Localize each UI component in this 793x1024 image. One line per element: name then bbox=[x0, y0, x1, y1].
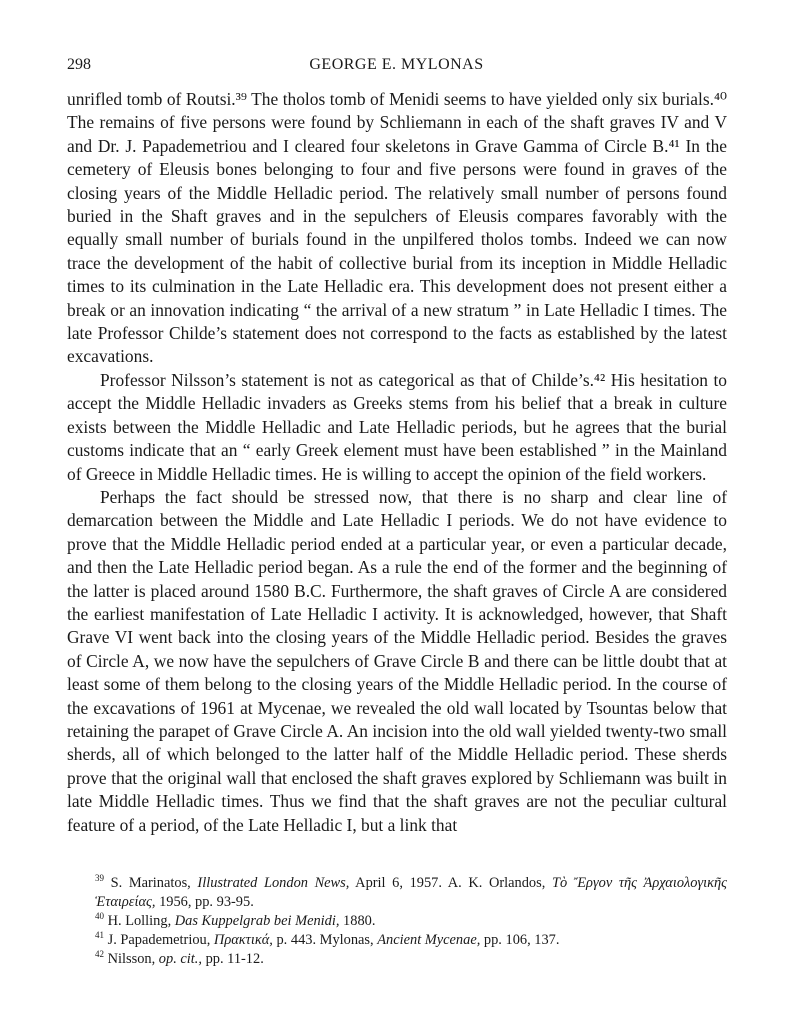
footnote: $^{40}$ H. Lolling, Das Kuppelgrab bei Menidi, 1880. bbox=[95, 911, 376, 929]
footnote-number: 42 bbox=[95, 949, 104, 959]
paragraph: Perhaps the fact should be stressed now, that there is no sharp and clear line of demarcation between the Middle and Late Helladic I periods. We do not have evidence to prove that the Middle Helladic period ended at a particular year, or even a particular decade, and then the Late Helladic period began. As a rule the end of the former and the beginning of the latter is placed around 1580 B.C. Furthermore, the shaft graves of Circle A are considered the earliest manifestation of Late Helladic I activity. It is acknowledged, however, that Shaft Grave VI went back into the closing years of the Middle Helladic period. Besides the graves of Circle A, we now have the sepulchers of Grave Circle B and there can be little doubt that at least some of them belong to the closing years of the Middle Helladic period. In the course of the excavations of 1961 at Mycenae, we revealed the old wall located by Tsountas below that retaining the parapet of Grave Circle A. An incision into the old wall yielded twenty-two small sherds, all of which belonged to the latter half of the Middle Helladic period. These sherds prove that the original wall that enclosed the shaft graves explored by Schliemann was built in late Middle Helladic times. Thus we find that the shaft graves are not the peculiar cultural feature of a period, of the Late Helladic I, but a link that bbox=[67, 486, 727, 835]
footnote-number: 41 bbox=[95, 930, 104, 940]
footnote: $^{39}$ S. Marinatos, Illustrated London News, April 6, 1957. A. K. Orlandos, Τὸ Ἔργον τῆς Ἀρχαιολογικῆς Ἑταιρείας, 1956, pp. 93-95. bbox=[95, 873, 728, 910]
footnote-number: 39 bbox=[95, 873, 104, 883]
paragraph: unrifled tomb of Routsi.³⁹ The tholos tomb of Menidi seems to have yielded only six burials.⁴⁰ The remains of five persons were found by Schliemann in each of the shaft graves IV and V and Dr. J. Papademetriou and I cleared four skeletons in Grave Gamma of Circle B.⁴¹ In the cemetery of Eleusis bones belonging to four and five persons were found in graves of the closing years of the Middle Helladic period. The relatively small number of persons found buried in the Shaft graves and in the sepulchers of Eleusis compares favorably with the equally small number of burials found in the unpilfered tholos tombs. Indeed we can now trace the development of the habit of collective burial from its inception in Middle Helladic times to its culmination in the Late Helladic era. This development does not present either a break or an innovation indicating “ the arrival of a new stratum ” in Late Helladic I times. The late Professor Childe’s statement does not correspond to the facts as established by the latest excavations. bbox=[67, 89, 727, 367]
footnotes bbox=[67, 874, 727, 969]
footnote: $^{42}$ Nilsson, op. cit., pp. 11-12. bbox=[95, 949, 264, 967]
footnote-number: 40 bbox=[95, 911, 104, 921]
paragraph: Professor Nilsson’s statement is not as categorical as that of Childe’s.⁴² His hesitation to accept the Middle Helladic invaders as Greeks stems from his belief that a break in culture exists between the Middle Helladic and Late Helladic periods, but he agrees that the burial customs indicate that an “ early Greek element must have been established ” in the Mainland of Greece in Middle Helladic times. He is willing to accept the opinion of the field workers. bbox=[67, 369, 727, 484]
running-head: GEORGE E. MYLONAS bbox=[309, 56, 484, 73]
footnote: $^{41}$ J. Papademetriou, Πρακτικά, p. 443. Mylonas, Ancient Mycenae, pp. 106, 137. bbox=[95, 930, 560, 948]
page-number: 298 bbox=[67, 56, 91, 73]
main-text bbox=[67, 88, 727, 837]
page-header bbox=[67, 56, 726, 78]
